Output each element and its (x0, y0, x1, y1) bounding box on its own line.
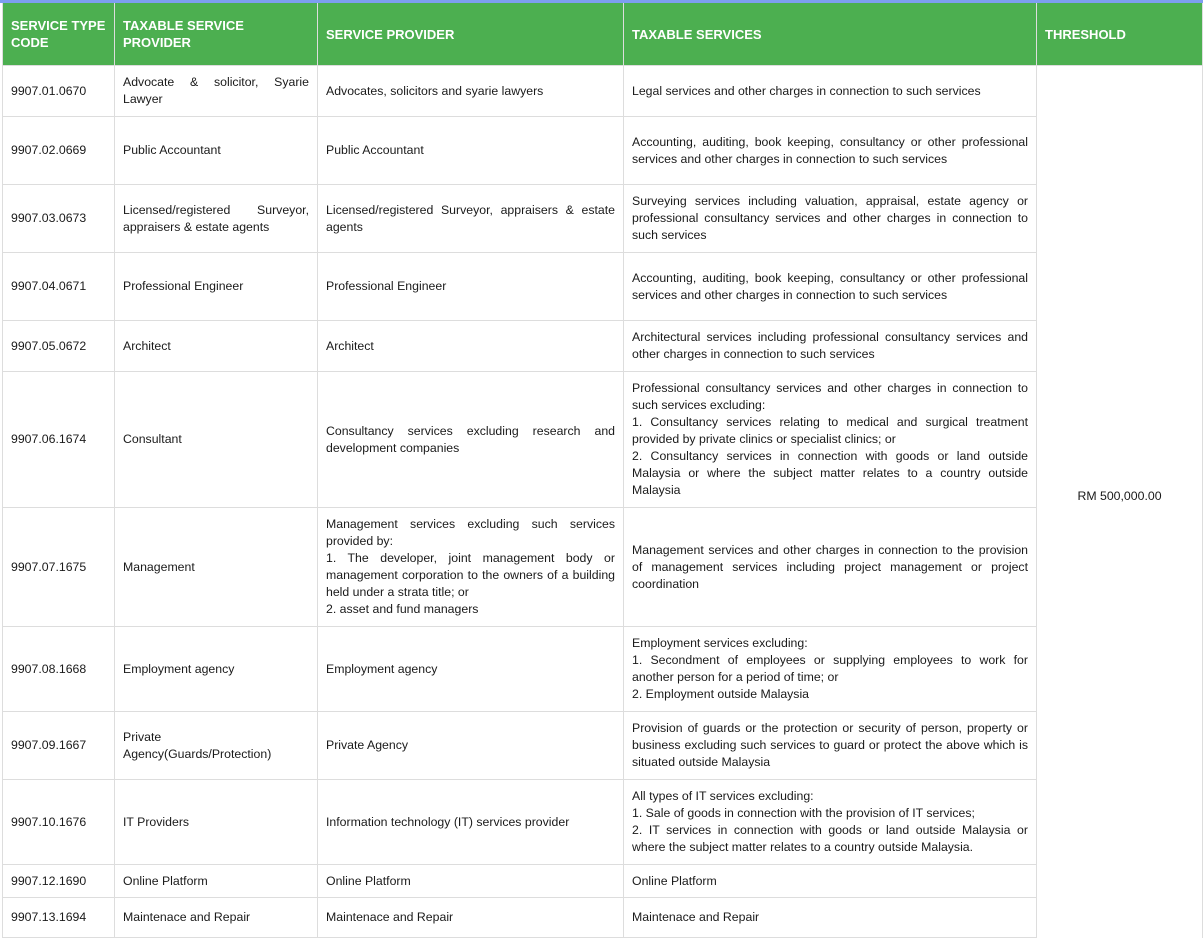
taxable-service-provider-cell: Professional Engineer (115, 253, 318, 321)
service-provider-line: Licensed/registered Surveyor, appraisers & estate agents (326, 202, 615, 234)
taxable-services-cell (624, 321, 1037, 372)
service-provider-cell (318, 627, 624, 712)
service-type-code-cell: 9907.05.0672 (3, 321, 115, 372)
taxable-services-line: 2. Consultancy services in connection with goods or land outside Malaysia or where the subject matter relates to a country outside Malaysia (632, 449, 1028, 497)
taxable-services-cell (624, 508, 1037, 627)
service-provider-line: Public Accountant (326, 143, 424, 157)
table-row (3, 780, 1203, 865)
service-provider-cell (318, 66, 624, 117)
service-provider-cell (318, 117, 624, 185)
taxable-service-provider-cell: Management (115, 508, 318, 627)
taxable-service-provider-cell: Advocate & solicitor, Syarie Lawyer (115, 66, 318, 117)
taxable-services-cell (624, 117, 1037, 185)
taxable-service-provider-cell: Public Accountant (115, 117, 318, 185)
service-provider-line: Advocates, solicitors and syarie lawyers (326, 83, 544, 98)
taxable-service-provider-cell: Private Agency(Guards/Protection) (115, 712, 318, 780)
service-type-code-cell: 9907.09.1667 (3, 712, 115, 780)
service-type-code-cell: 9907.04.0671 (3, 253, 115, 321)
taxable-services-cell (624, 185, 1037, 253)
taxable-service-provider-cell: Architect (115, 321, 318, 372)
table-row (3, 185, 1203, 253)
service-type-code-cell: 9907.12.1690 (3, 865, 115, 898)
taxable-service-provider-cell: IT Providers (115, 780, 318, 865)
taxable-services-table (2, 3, 1203, 938)
service-type-code-cell: 9907.10.1676 (3, 780, 115, 865)
taxable-services-line: Professional consultancy services and other charges in connection to such services excluding: (632, 381, 1028, 412)
header-threshold: THRESHOLD (1037, 3, 1203, 66)
service-provider-cell (318, 321, 624, 372)
taxable-services-line: Legal services and other charges in connection to such services (632, 83, 981, 98)
table-row (3, 253, 1203, 321)
service-provider-line: Private Agency (326, 738, 409, 752)
service-type-code-cell: 9907.03.0673 (3, 185, 115, 253)
table-header-row (3, 3, 1203, 66)
header-taxable-services: TAXABLE SERVICES (624, 3, 1037, 66)
threshold-cell (1037, 66, 1203, 938)
table-row (3, 865, 1203, 898)
service-provider-line: 2. asset and fund managers (326, 602, 479, 616)
service-type-code-cell: 9907.01.0670 (3, 66, 115, 117)
service-provider-cell (318, 372, 624, 508)
table-row (3, 712, 1203, 780)
taxable-service-provider-cell: Consultant (115, 372, 318, 508)
service-type-code-cell: 9907.07.1675 (3, 508, 115, 627)
service-provider-line: Consultancy services excluding research and development companies (326, 423, 615, 455)
taxable-service-provider-cell: Licensed/registered Surveyor, appraisers & estate agents (115, 185, 318, 253)
taxable-services-line: Surveying services including valuation, appraisal, estate agency or professional consultancy services and other charges in connection to such services (632, 194, 1028, 242)
service-provider-cell (318, 780, 624, 865)
header-service-provider: SERVICE PROVIDER (318, 3, 624, 66)
service-type-code-cell: 9907.08.1668 (3, 627, 115, 712)
taxable-services-line: 1. Sale of goods in connection with the provision of IT services; (632, 806, 975, 820)
taxable-services-line: 1. Consultancy services relating to medical and surgical treatment provided by private clinics or specialist clinics; or (632, 415, 1028, 446)
header-taxable-service-provider: TAXABLE SERVICE PROVIDER (115, 3, 318, 66)
table-row (3, 372, 1203, 508)
taxable-services-cell (624, 372, 1037, 508)
table-row (3, 321, 1203, 372)
table-row (3, 66, 1203, 117)
service-provider-line: Maintenace and Repair (326, 910, 454, 924)
taxable-service-provider-cell: Employment agency (115, 627, 318, 712)
service-provider-cell (318, 185, 624, 253)
service-provider-line: Employment agency (326, 661, 438, 676)
taxable-services-line: Accounting, auditing, book keeping, consultancy or other professional services and other charges in connection to such services (632, 270, 1028, 302)
service-type-code-cell: 9907.06.1674 (3, 372, 115, 508)
taxable-services-line: 2. Employment outside Malaysia (632, 687, 810, 701)
taxable-services-cell (624, 627, 1037, 712)
service-provider-line: Online Platform (326, 873, 411, 888)
taxable-services-line: All types of IT services excluding: (632, 789, 814, 803)
taxable-services-cell (624, 780, 1037, 865)
taxable-services-cell (624, 865, 1037, 898)
service-provider-line: Professional Engineer (326, 279, 447, 293)
table-row (3, 117, 1203, 185)
taxable-services-line: Architectural services including professional consultancy services and other charges in connection to such services (632, 330, 1028, 361)
taxable-service-provider-cell: Maintenace and Repair (115, 898, 318, 938)
service-provider-line: Information technology (IT) services provider (326, 814, 570, 829)
taxable-services-line: Online Platform (632, 873, 717, 888)
taxable-services-cell (624, 712, 1037, 780)
taxable-services-line: Employment services excluding: (632, 636, 808, 650)
threshold-value: RM 500,000.00 (1077, 489, 1162, 504)
taxable-services-line: Accounting, auditing, book keeping, consultancy or other professional services and other charges in connection to such services (632, 134, 1028, 166)
service-provider-line: 1. The developer, joint management body or management corporation to the owners of a building held under a strata title; or (326, 551, 615, 599)
taxable-services-cell (624, 66, 1037, 117)
taxable-services-line: Provision of guards or the protection or security of person, property or business excluding such services to guard or protect the above which is situated outside Malaysia (632, 721, 1028, 769)
service-provider-cell (318, 865, 624, 898)
service-provider-line: Architect (326, 338, 374, 353)
taxable-service-provider-cell: Online Platform (115, 865, 318, 898)
service-provider-cell (318, 253, 624, 321)
taxable-services-line: Maintenace and Repair (632, 910, 760, 924)
table-row (3, 627, 1203, 712)
service-type-code-cell: 9907.02.0669 (3, 117, 115, 185)
header-service-type-code: SERVICE TYPE CODE (3, 3, 115, 66)
taxable-services-line: 2. IT services in connection with goods or land outside Malaysia or where the subject matter relates to a country outside Malaysia. (632, 823, 1028, 854)
table-body (3, 66, 1203, 938)
taxable-services-line: Management services and other charges in connection to the provision of management services including project management or project coordination (632, 542, 1028, 591)
table-row (3, 508, 1203, 627)
taxable-services-line: 1. Secondment of employees or supplying employees to work for another person for a period of time; or (632, 653, 1028, 684)
service-provider-cell (318, 712, 624, 780)
service-provider-line: Management services excluding such services provided by: (326, 517, 615, 548)
taxable-services-cell (624, 253, 1037, 321)
service-provider-cell (318, 508, 624, 627)
service-type-code-cell: 9907.13.1694 (3, 898, 115, 938)
